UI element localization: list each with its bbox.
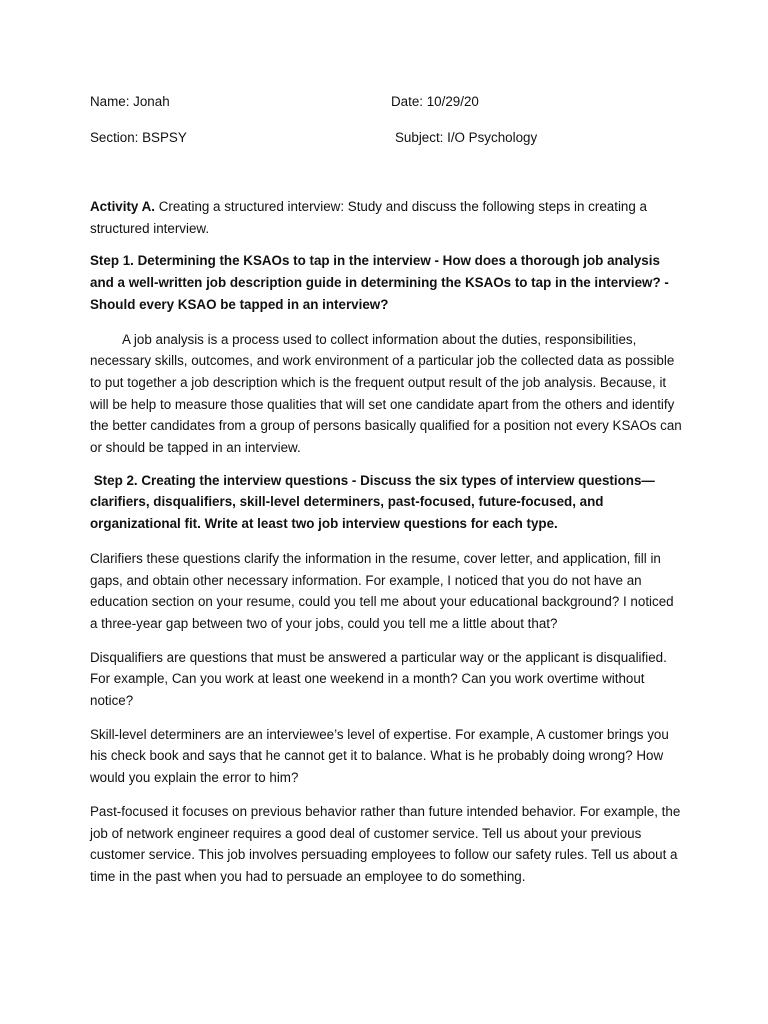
- date-field: Date: 10/29/20: [391, 94, 479, 109]
- step2-heading: Step 2. Creating the interview questions - Discuss the six types of interview questions—clarifiers, disqualifiers, skill-level determiners, past-focused, future-focused, and organizational fit. Write at least two job interview questions for each type.: [90, 472, 655, 532]
- clarifiers-paragraph: Clarifiers these questions clarify the information in the resume, cover letter, and application, fill in gaps, and obtain other necessary information. For example, I noticed that you do not have an education section on your resume, could you tell me about your educational background? I noticed a three-year gap between two of your jobs, could you tell me a little about that?: [90, 550, 674, 631]
- past-focused-paragraph: Past-focused it focuses on previous behavior rather than future intended behavior. For example, the job of network engineer requires a good deal of customer service. Tell us about your previous customer service. This job involves persuading employees to follow our safety rules. Tell us about a time in the past when you had to persuade an employee to do something.: [90, 803, 681, 884]
- activity-label: Activity A.: [90, 199, 155, 214]
- disqualifiers-paragraph: Disqualifiers are questions that must be answered a particular way or the applicant is disqualified. For example, Can you work at least one weekend in a month? Can you work overtime without notice?: [90, 649, 667, 709]
- document-content: [90, 91, 682, 888]
- step1-heading: Step 1. Determining the KSAOs to tap in the interview - How does a thorough job analysis and a well-written job description guide in determining the KSAOs to tap in the interview? - Should every KSAO be tapped in an interview?: [90, 253, 669, 312]
- activity-text: Creating a structured interview: Study and discuss the following steps in creating a structured interview.: [90, 199, 647, 236]
- header-row-1: [90, 91, 682, 113]
- step1-answer: A job analysis is a process used to collect information about the duties, responsibilities, necessary skills, outcomes, and work environment of a particular job the collected data as possible to put together a job description which is the frequent output result of the job analysis. Because, it will be help to measure those qualities that will set one candidate apart from the others and identify the better candidates from a group of persons basically qualified for a position not every KSAOs can or should be tapped in an interview.: [90, 331, 682, 456]
- skill-level-paragraph: Skill-level determiners are an interviewee’s level of expertise. For example, A customer brings you his check book and says that he cannot get it to balance. What is he probably doing wrong? How would you explain the error to him?: [90, 726, 669, 786]
- subject-field: Subject: I/O Psychology: [395, 130, 538, 145]
- activity-paragraph: [90, 196, 682, 239]
- section-field: Section: BSPSY: [90, 130, 187, 145]
- name-field: Name: Jonah: [90, 94, 170, 109]
- header-row-2: [90, 127, 682, 149]
